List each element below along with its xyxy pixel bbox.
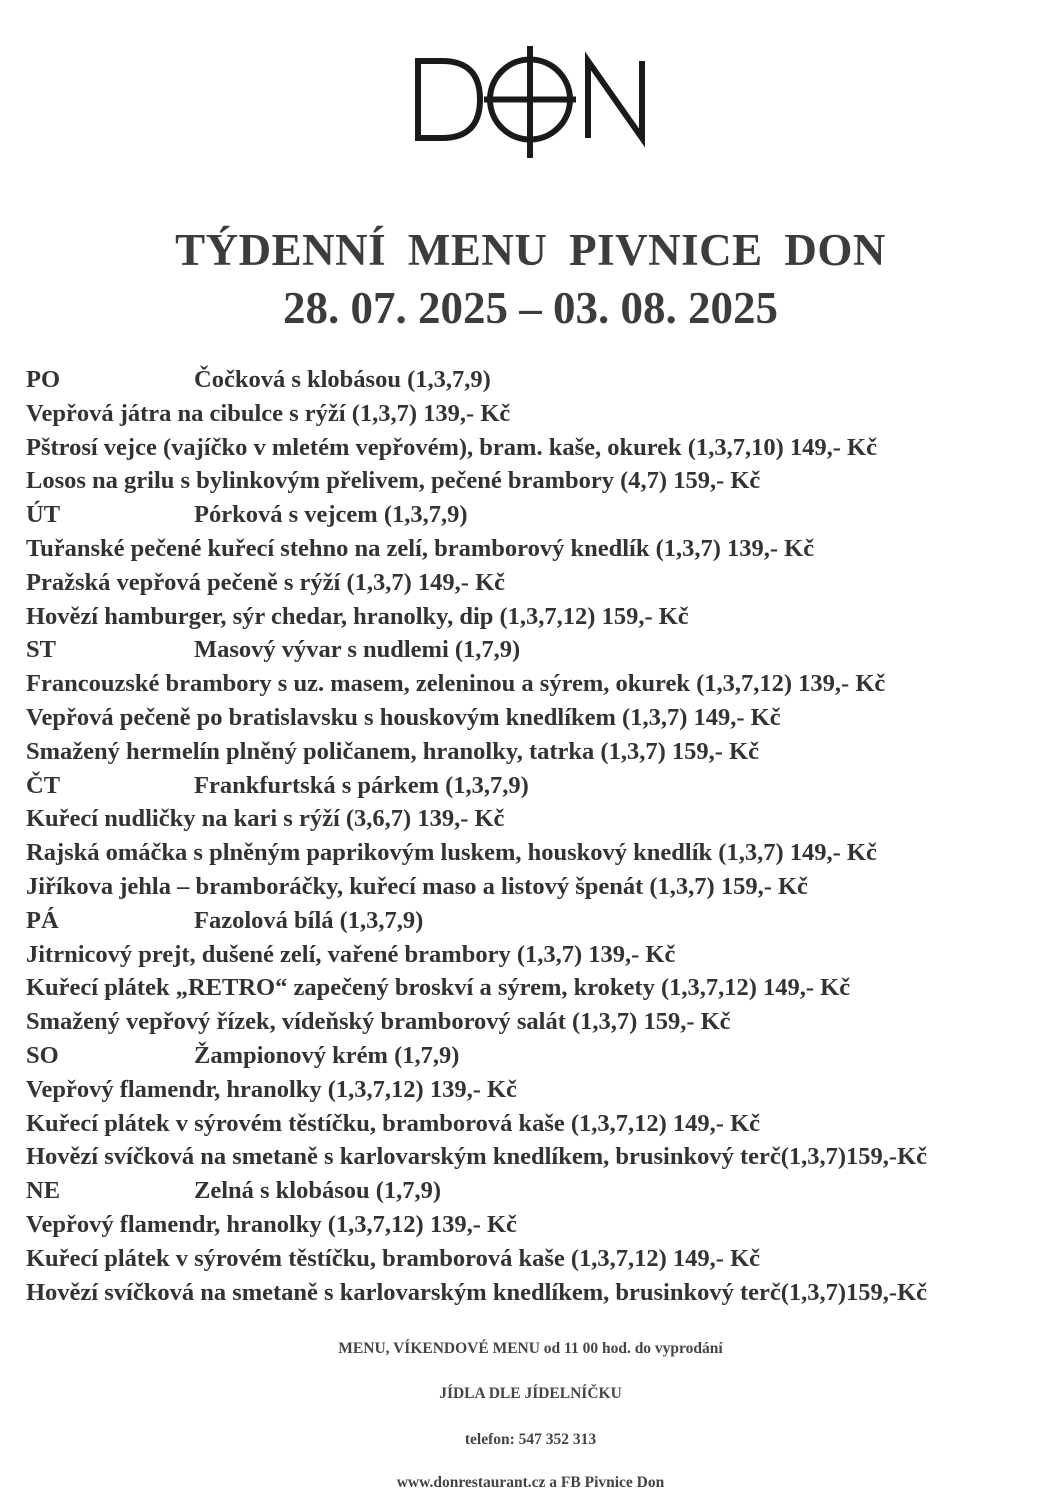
soup-item: Čočková s klobásou (1,3,7,9) <box>194 366 491 393</box>
day-label: ČT <box>26 771 61 799</box>
soup-item: Masový vývar s nudlemi (1,7,9) <box>194 636 521 664</box>
day-label: NE <box>26 1177 61 1205</box>
day-label: ST <box>26 636 56 664</box>
meal-item: Jiříkova jehla – bramboráčky, kuřecí maso a listový špenát (1,3,7) 159,- Kč <box>26 872 808 900</box>
footer-menu-note: JÍDLA DLE JÍDELNÍČKU <box>439 1385 622 1402</box>
footer-hours: MENU, VÍKENDOVÉ MENU od 11 00 hod. do vyprodání <box>338 1340 723 1357</box>
meal-item: Vepřový flamendr, hranolky (1,3,7,12) 139,- Kč <box>26 1210 517 1238</box>
meal-item: Kuřecí plátek v sýrovém těstíčku, bramborová kaše (1,3,7,12) 149,- Kč <box>26 1244 761 1272</box>
meal-item: Pštrosí vejce (vajíčko v mletém vepřovém), bram. kaše, okurek (1,3,7,10) 149,- Kč <box>26 433 877 461</box>
footer-website-link[interactable]: www.donrestaurant.cz a FB Pivnice Don <box>396 1474 665 1491</box>
menu-title: TÝDENNÍ MENU PIVNICE DON <box>175 225 886 275</box>
soup-item: Pórková s vejcem (1,3,7,9) <box>194 501 468 529</box>
meal-item: Kuřecí plátek „RETRO“ zapečený broskví a sýrem, krokety (1,3,7,12) 149,- Kč <box>26 974 851 1002</box>
meal-item: Vepřová pečeně po bratislavsku s houskovým knedlíkem (1,3,7) 149,- Kč <box>26 703 781 731</box>
day-label: PO <box>26 366 61 393</box>
meal-item: Francouzské brambory s uz. masem, zeleninou a sýrem, okurek (1,3,7,12) 139,- Kč <box>26 670 886 698</box>
date-range: 28. 07. 2025 – 03. 08. 2025 <box>283 283 778 333</box>
meal-item: Hovězí hamburger, sýr chedar, hranolky, dip (1,3,7,12) 159,- Kč <box>26 602 689 630</box>
soup-item: Fazolová bílá (1,3,7,9) <box>194 906 424 934</box>
day-soup-row <box>26 498 1061 532</box>
soup-item: Zelná s klobásou (1,7,9) <box>194 1177 442 1205</box>
weekly-menu-list <box>26 363 1061 1309</box>
meal-item: Smažený vepřový řízek, vídeňský bramborový salát (1,3,7) 159,- Kč <box>26 1008 731 1036</box>
meal-item: Smažený hermelín plněný poličanem, hranolky, tatrka (1,3,7) 159,- Kč <box>26 737 759 765</box>
day-soup-row <box>26 769 1061 803</box>
don-logo-crosshair-icon <box>400 38 660 163</box>
day-soup-row <box>26 633 1061 667</box>
day-label: SO <box>26 1041 59 1069</box>
meal-item: Pražská vepřová pečeně s rýží (1,3,7) 149,- Kč <box>26 568 505 596</box>
meal-item: Vepřová játra na cibulce s rýží (1,3,7) 139,- Kč <box>26 399 511 427</box>
footer-phone: telefon: 547 352 313 <box>464 1431 597 1448</box>
meal-item: Vepřový flamendr, hranolky (1,3,7,12) 139,- Kč <box>26 1075 517 1103</box>
soup-item: Žampionový krém (1,7,9) <box>194 1041 460 1069</box>
meal-item: Kuřecí nudličky na kari s rýží (3,6,7) 139,- Kč <box>26 805 505 833</box>
day-soup-row <box>26 1174 1061 1208</box>
meal-item: Hovězí svíčková na smetaně s karlovarským knedlíkem, brusinkový terč(1,3,7)159,-Kč <box>26 1143 928 1171</box>
day-soup-row <box>26 363 1061 397</box>
soup-item: Frankfurtská s párkem (1,3,7,9) <box>194 771 529 799</box>
day-label: PÁ <box>26 906 59 934</box>
meal-item: Jitrnicový prejt, dušené zelí, vařené brambory (1,3,7) 139,- Kč <box>26 940 676 968</box>
meal-item: Losos na grilu s bylinkovým přelivem, pečené brambory (4,7) 159,- Kč <box>26 467 761 495</box>
day-soup-row <box>26 1039 1061 1073</box>
meal-item: Tuřanské pečené kuřecí stehno na zelí, bramborový knedlík (1,3,7) 139,- Kč <box>26 534 815 562</box>
meal-item: Hovězí svíčková na smetaně s karlovarským knedlíkem, brusinkový terč(1,3,7)159,-Kč <box>26 1278 928 1306</box>
meal-item: Rajská omáčka s plněným paprikovým luskem, houskový knedlík (1,3,7) 149,- Kč <box>26 839 877 867</box>
meal-item: Kuřecí plátek v sýrovém těstíčku, bramborová kaše (1,3,7,12) 149,- Kč <box>26 1109 761 1137</box>
day-label: ÚT <box>26 501 61 529</box>
day-soup-row <box>26 904 1061 938</box>
